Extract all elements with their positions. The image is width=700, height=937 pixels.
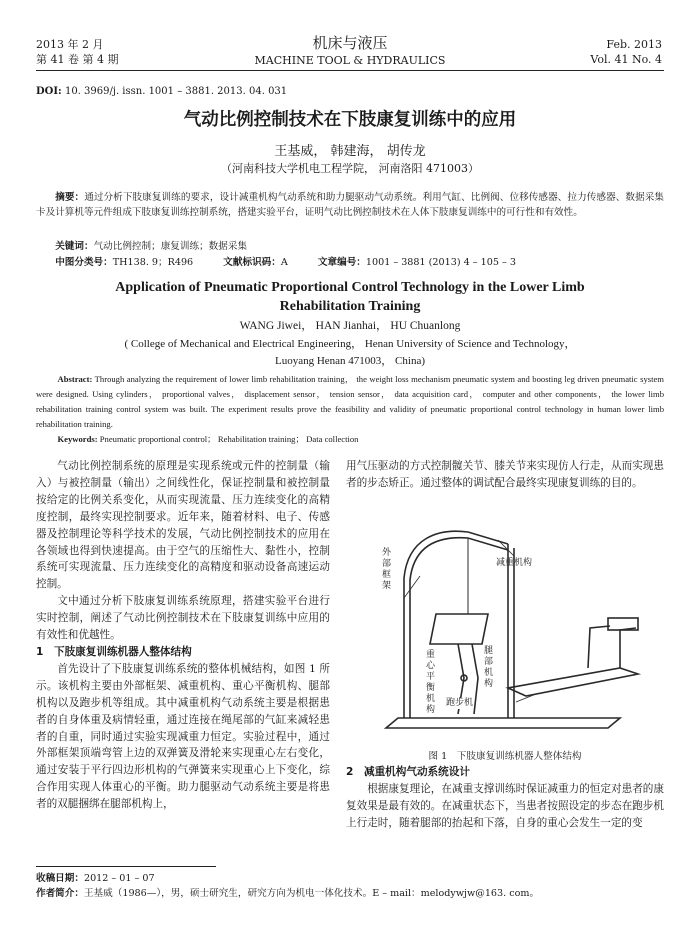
doi-value: 10. 3969/j. issn. 1001 – 3881. 2013. 04. 031 <box>64 86 288 97</box>
title-en-line1: Application of Pneumatic Proportional Control Technology in the Lower Limb <box>115 280 585 295</box>
label-weight-mechanism: 减重机构 <box>496 558 533 568</box>
keywords-cn-text: 气动比例控制；康复训练；数据采集 <box>93 241 248 252</box>
abstract-cn-text: 通过分析下肢康复训练的要求，设计减重机构气动系统和助力腿驱动气动系统。利用气缸、比例阀、位移传感器、拉力传感器、数据采集卡及计算机等元件组成下肢康复训练控制系统，搭建实验平台，证明气动比例控制技术在人体下肢康复训练中的可行性和有效性。 <box>36 192 665 218</box>
section-2-heading <box>346 764 664 781</box>
section-2-number: 2 <box>346 766 354 778</box>
clc-label: 中图分类号： <box>55 257 113 268</box>
paragraph-structure: 首先设计了下肢康复训练系统的整体机械结构，如图 1 所示。该机构主要由外部框架、减重机构、重心平衡机构、腿部机构以及跑步机等组成。其中减重机构气动系统主要是根据患者的自身体重及病情轻重，通过连接在绳尾部的气缸来减轻患者的自重，同时通过实验实现减重力恒定。实验过程中，通过外部框架顶端弯管上边的双弹簧及滑轮来实现重心左右变化，通过安装于平行四边形机构的气弹簧来实现重心上下变化，综合作用实现人体重心的平衡。助力腿驱动气动系统主要是将患者的双腿捆绑在腿部机构上， <box>36 662 330 811</box>
footnote-rule <box>36 866 216 867</box>
abstract-cn <box>36 191 664 220</box>
volume-en: Vol. 41 No. 4 <box>590 53 662 66</box>
keywords-en-text: Pneumatic proportional control； Rehabilitation training； Data collection <box>97 434 359 444</box>
author-bio-label: 作者简介： <box>36 888 84 899</box>
received-value: 2012 – 01 – 07 <box>83 873 155 884</box>
treadmill-belt <box>508 668 638 696</box>
left-column <box>36 458 330 813</box>
paragraph-purpose: 文中通过分析下肢康复训练系统原理，搭建实验平台进行实时控制，阐述了气动比例控制技术在下肢康复训练中应用的有效性和优越性。 <box>36 595 330 642</box>
keywords-en-label: Keywords: <box>57 434 98 444</box>
frame-top-arm-inner <box>410 538 508 580</box>
article-no-value: 1001 – 3881 (2013) 4 – 105 – 3 <box>365 257 516 268</box>
label-balance-mechanism: 重心平衡机构 <box>426 650 436 715</box>
base-platform <box>386 718 620 728</box>
classification-line <box>36 256 664 271</box>
author-bio <box>36 887 664 902</box>
doi <box>36 85 287 100</box>
journal-name-en: MACHINE TOOL & HYDRAULICS <box>254 54 446 67</box>
abstract-cn-label: 摘要： <box>55 192 85 203</box>
author-bio-value: 王基威（1986—），男，硕士研究生，研究方向为机电一体化技术。E – mail：melodywjw@163. com。 <box>83 888 540 899</box>
received-date <box>36 872 155 887</box>
label-frame: 外部框架 <box>382 548 392 591</box>
section-1-heading <box>36 644 330 661</box>
abstract-en-label: Abstract: <box>57 374 93 384</box>
doc-code-label: 文献标识码： <box>223 257 281 268</box>
affiliation-en-line1: ( College of Mechanical and Electrical Engineering， Henan University of Science and Technology， <box>124 338 576 350</box>
section-1-number: 1 <box>36 645 44 658</box>
paragraph-gait: 用气压驱动的方式控制髋关节、膝关节来实现仿人行走，从而实现患者的步态矫正。通过整体的调试配合最终实现康复训练的目的。 <box>346 460 664 489</box>
abstract-en <box>36 372 664 432</box>
figure-1-drawing <box>358 518 664 744</box>
doc-code-value: A <box>280 257 288 268</box>
section-2-title: 减重机构气动系统设计 <box>364 766 470 778</box>
pointer-frame <box>404 576 420 598</box>
paragraph-intro: 气动比例控制系统的原理是实现系统或元件的控制量（输入）与被控制量（输出）之间线性化，保证控制量和被控制量按给定的比例关系变化，从而实现流量、压力连续变化的高精度控制，最终实现控制要求。近年来，随着材料、电子、传感器及控制理论等科学技术的发展，气动比例控制技术的应用在各领域也得到快速提高。由于空气的压缩性大、黏性小，控制系统可实现流量、压力连续变化的高精度和驱动设备高速运动控制。 <box>36 460 330 591</box>
keywords-en <box>36 432 664 447</box>
affiliation-en-line2: Luoyang Henan 471003， China) <box>275 355 425 367</box>
header-rule <box>36 70 664 71</box>
right-column-bottom <box>346 764 664 832</box>
issue-date-cn: 2013 年 2 月 <box>36 38 104 51</box>
authors-cn: 王基威， 韩建海， 胡传龙 <box>274 144 426 159</box>
affiliation-cn: （河南科技大学机电工程学院， 河南洛阳 471003） <box>221 162 479 175</box>
balance-parallelogram <box>430 614 488 644</box>
title-cn: 气动比例控制技术在下肢康复训练中的应用 <box>183 110 517 130</box>
issue-date-en: Feb. 2013 <box>606 38 662 51</box>
doi-label: DOI: <box>36 86 62 97</box>
treadmill-console-post <box>620 628 636 668</box>
figure-1-caption: 图 1 下肢康复训练机器人整体结构 <box>428 751 582 762</box>
keywords-cn-label: 关键词： <box>55 241 94 252</box>
label-treadmill: 跑步机 <box>446 698 474 708</box>
volume-cn: 第 41 卷 第 4 期 <box>36 53 119 66</box>
title-en-line2: Rehabilitation Training <box>279 299 421 314</box>
clc-value: TH138. 9；R496 <box>112 257 194 268</box>
received-label: 收稿日期： <box>36 873 84 884</box>
authors-en: WANG Jiwei， HAN Jianhai， HU Chuanlong <box>239 320 461 332</box>
keywords-cn <box>36 240 664 255</box>
figure-1 <box>358 518 664 744</box>
abstract-en-text: Through analyzing the requirement of lower limb rehabilitation training， the weight loss mechanism pneumatic system and boosting leg driven pneumatic system were designed. Using cylinders， proportional valves， displacement sensor， tension sensor， data acquisition card， computer and other components， the lower limb rehabilitation training control system was built. The experiment results prove the feasibility and validity of pneumatic proportional control technology in human lower limb rehabilitation training. <box>36 374 664 429</box>
right-column-top <box>346 458 664 492</box>
section-1-title: 下肢康复训练机器人整体结构 <box>54 645 192 658</box>
paragraph-weight-system: 根据康复理论，在减重支撑训练时保证减重力的恒定对患者的康复效果是最有效的。在减重状态下，当患者按照设定的步态在跑步机上行走时，随着腿部的抬起和下落，自身的重心会发生一定的变 <box>346 782 664 829</box>
journal-name-cn: 机床与液压 <box>312 34 388 52</box>
label-leg-mechanism: 腿部机构 <box>484 646 494 689</box>
treadmill-handle <box>588 626 610 668</box>
article-no-label: 文章编号： <box>317 257 366 268</box>
